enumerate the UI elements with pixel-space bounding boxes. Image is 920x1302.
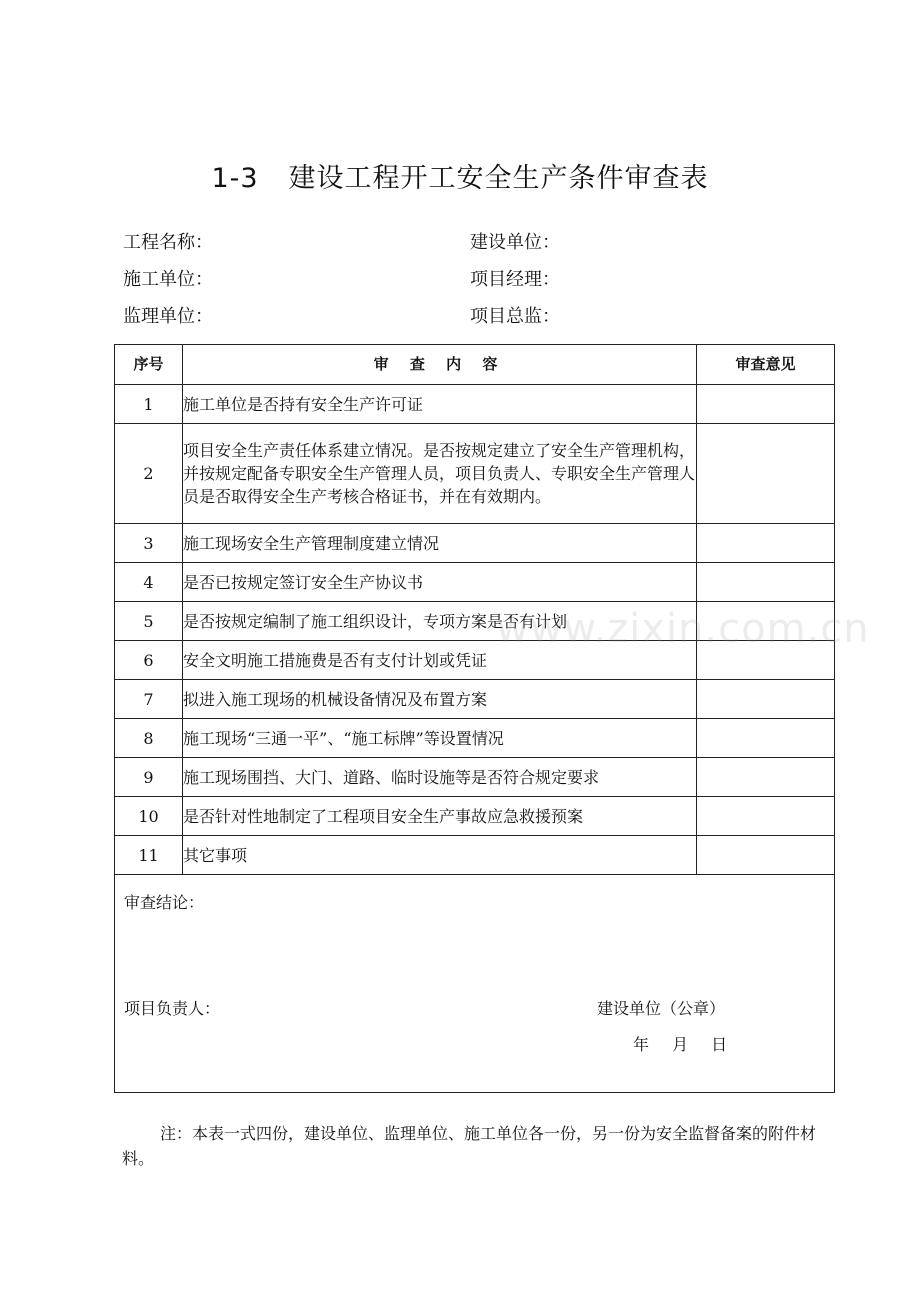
table-row [115,836,835,875]
row-number: 2 [115,424,183,524]
chief-supervisor-label: 项目总监： [470,306,560,327]
row-opinion-cell[interactable] [697,602,835,641]
row-opinion-cell[interactable] [697,797,835,836]
row-number: 3 [115,524,183,563]
table-row [115,602,835,641]
table-row [115,424,835,524]
row-number: 11 [115,836,183,875]
row-number: 10 [115,797,183,836]
table-row [115,524,835,563]
row-content: 是否已按规定签订安全生产协议书 [183,563,697,602]
row-opinion-cell[interactable] [697,719,835,758]
watermark: www.zixin.com.cn [496,606,870,652]
review-table [114,344,835,1093]
table-row [115,680,835,719]
conclusion-row [115,875,835,1093]
seal-label: 建设单位（公章） [597,999,726,1018]
row-number: 4 [115,563,183,602]
table-row [115,563,835,602]
row-content: 是否针对性地制定了工程项目安全生产事故应急救援预案 [183,797,697,836]
row-content: 施工现场“三通一平”、“施工标牌”等设置情况 [183,719,697,758]
row-opinion-cell[interactable] [697,385,835,424]
table-header-row [115,345,835,385]
header-content: 审 查 内 容 [183,345,697,385]
footnote: 注：本表一式四份，建设单位、监理单位、施工单位各一份，另一份为安全监督备案的附件材料。 [122,1124,817,1168]
row-opinion-cell[interactable] [697,524,835,563]
table-row [115,797,835,836]
row-content: 施工单位是否持有安全生产许可证 [183,385,697,424]
row-content: 项目安全生产责任体系建立情况。是否按规定建立了安全生产管理机构，并按规定配备专职安全生产管理人员，项目负责人、专职安全生产管理人员是否取得安全生产考核合格证书，并在有效期内。 [183,424,697,524]
row-opinion-cell[interactable] [697,836,835,875]
row-content: 是否按规定编制了施工组织设计，专项方案是否有计划 [183,602,697,641]
header-seq: 序号 [115,345,183,385]
conclusion-cell[interactable] [115,875,835,1093]
row-opinion-cell[interactable] [697,563,835,602]
row-opinion-cell[interactable] [697,758,835,797]
project-name-label: 工程名称： [123,232,213,253]
table-row [115,385,835,424]
row-number: 1 [115,385,183,424]
row-content: 拟进入施工现场的机械设备情况及布置方案 [183,680,697,719]
row-number: 7 [115,680,183,719]
row-content: 施工现场围挡、大门、道路、临时设施等是否符合规定要求 [183,758,697,797]
row-number: 9 [115,758,183,797]
row-content: 其它事项 [183,836,697,875]
title-text: 建设工程开工安全生产条件审查表 [288,163,709,194]
page-title [0,156,920,195]
title-number: 1-3 [211,163,259,194]
row-content: 安全文明施工措施费是否有支付计划或凭证 [183,641,697,680]
row-number: 8 [115,719,183,758]
row-opinion-cell[interactable] [697,680,835,719]
row-opinion-cell[interactable] [697,424,835,524]
header-opinion: 审查意见 [697,345,835,385]
construction-unit-label: 建设单位： [470,232,560,253]
row-number: 5 [115,602,183,641]
row-content: 施工现场安全生产管理制度建立情况 [183,524,697,563]
row-number: 6 [115,641,183,680]
conclusion-label: 审查结论： [124,893,205,912]
table-row [115,719,835,758]
contractor-unit-label: 施工单位： [123,269,213,290]
project-leader-label: 项目负责人： [124,999,221,1018]
table-row [115,758,835,797]
row-opinion-cell[interactable] [697,641,835,680]
project-manager-label: 项目经理： [470,269,560,290]
table-row [115,641,835,680]
supervision-unit-label: 监理单位： [123,306,213,327]
date-label: 年 月 日 [633,1035,728,1054]
